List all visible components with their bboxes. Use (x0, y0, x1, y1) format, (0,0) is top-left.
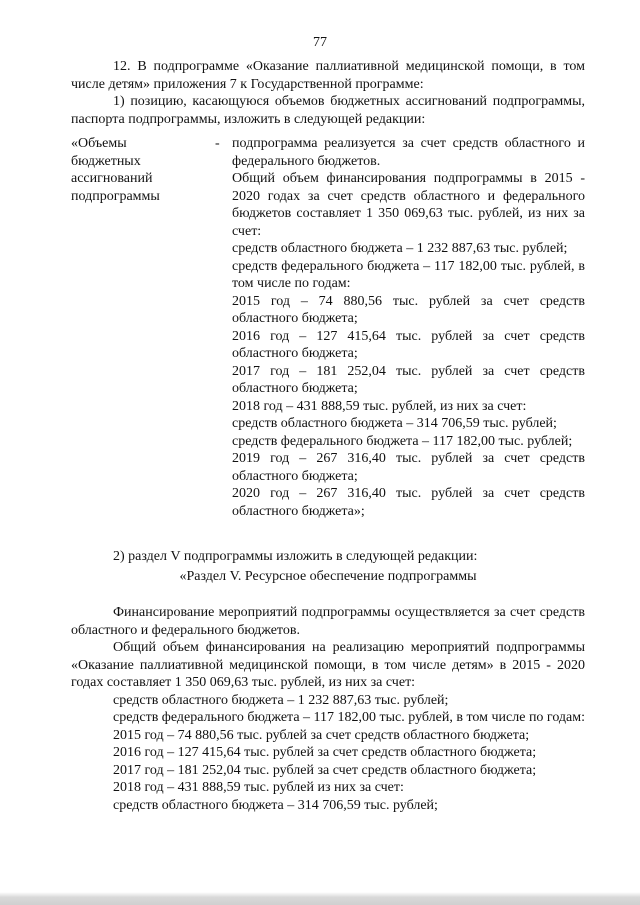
paragraph-item-2: 2) раздел V подпрограммы изложить в следующей редакции: (113, 549, 478, 564)
paragraph-item-1: 1) позицию, касающуюся объемов бюджетных ассигнований подпрограммы, паспорта подпрограммы, изложить в следующей редакции: (71, 94, 585, 127)
passport-label-line: бюджетных (71, 153, 141, 169)
passport-label-line: «Объемы (71, 136, 127, 151)
body-paragraph: 2018 год – 431 888,59 тыс. рублей из них за счет: (113, 780, 404, 795)
intro-block (71, 58, 585, 128)
passport-line: 2017 год – 181 252,04 тыс. рублей за счет средств областного бюджета; (232, 363, 585, 396)
passport-content (232, 135, 585, 520)
passport-line: Общий объем финансирования подпрограммы в 2015 - 2020 годах за счет средств областного и федерального бюджетов составляет 1 350 069,63 тыс. рублей, из них за счет: (232, 171, 585, 239)
passport-line: средств областного бюджета – 314 706,59 тыс. рублей; (232, 416, 557, 431)
passport-line: средств федерального бюджета – 117 182,00 тыс. рублей; (232, 433, 573, 449)
body-paragraph: средств федерального бюджета – 117 182,00 тыс. рублей, в том числе по годам: (113, 710, 586, 725)
passport-line: 2016 год – 127 415,64 тыс. рублей за счет средств областного бюджета; (232, 328, 585, 361)
body-paragraph: средств областного бюджета – 314 706,59 тыс. рублей; (113, 797, 438, 813)
passport-label-line: ассигнований (71, 171, 153, 186)
scan-edge (0, 892, 640, 905)
body-paragraph: Финансирование мероприятий подпрограммы осуществляется за счет средств областного и федерального бюджетов. (71, 605, 585, 638)
body-paragraph: 2017 год – 181 252,04 тыс. рублей за счет средств областного бюджета; (113, 762, 537, 778)
passport-line: средств областного бюджета – 1 232 887,63 тыс. рублей; (232, 241, 568, 256)
passport-line: подпрограмма реализуется за счет средств областного и федерального бюджетов. (232, 136, 585, 169)
passport-dash: - (215, 136, 220, 151)
body-paragraph: 2015 год – 74 880,56 тыс. рублей за счет средств областного бюджета; (113, 727, 530, 743)
paragraph-12: 12. В подпрограмме «Оказание паллиативной медицинской помощи, в том числе детям» приложения 7 к Государственной программе: (71, 59, 585, 92)
passport-line: 2019 год – 267 316,40 тыс. рублей за счет средств областного бюджета; (232, 451, 585, 484)
section-title-text: «Раздел V. Ресурсное обеспечение подпрограммы (179, 569, 477, 584)
passport-line: средств федерального бюджета – 117 182,00 тыс. рублей, в том числе по годам: (232, 258, 585, 291)
body-block (71, 604, 585, 814)
passport-label-line: подпрограммы (71, 188, 160, 204)
item-2-block (71, 548, 585, 566)
body-paragraph: 2016 год – 127 415,64 тыс. рублей за счет средств областного бюджета; (113, 745, 537, 760)
page-number: 77 (313, 35, 327, 50)
section-title (71, 568, 585, 586)
body-paragraph: средств областного бюджета – 1 232 887,63 тыс. рублей; (113, 692, 449, 708)
passport-line: 2015 год – 74 880,56 тыс. рублей за счет средств областного бюджета; (232, 293, 585, 326)
passport-line: 2020 год – 267 316,40 тыс. рублей за счет средств областного бюджета»; (232, 486, 585, 519)
passport-label (71, 135, 211, 205)
passport-line: 2018 год – 431 888,59 тыс. рублей, из них за счет: (232, 398, 527, 414)
body-paragraph: Общий объем финансирования на реализацию мероприятий подпрограммы «Оказание паллиативной медицинской помощи, в том числе детям» в 2015 - 2020 годах составляет 1 350 069,63 тыс. рублей, из них за счет: (71, 640, 585, 690)
